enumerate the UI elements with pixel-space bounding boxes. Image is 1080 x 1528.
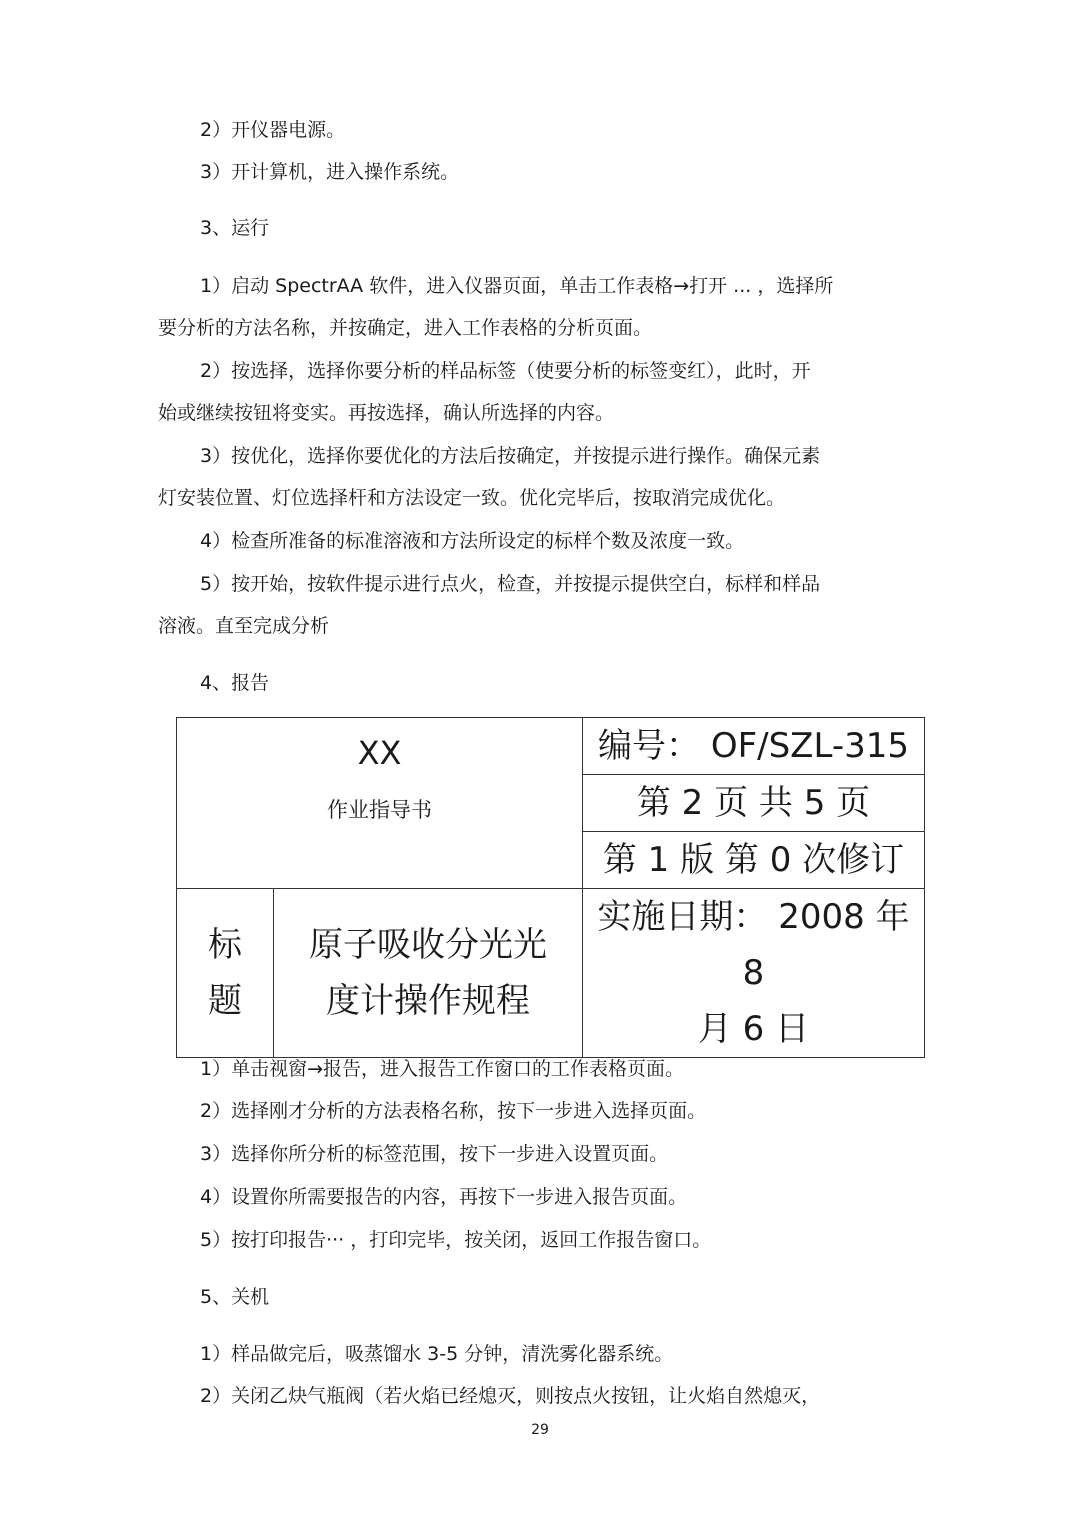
line-3: 1）启动 SpectrAA 软件，进入仪器页面，单击工作表格→打开 ... ，选择所: [200, 275, 834, 297]
line-14: 3）选择你所分析的标签范围，按下一步进入设置页面。: [200, 1143, 669, 1165]
effective-date-2: 月 6 日: [697, 1009, 810, 1049]
revision: 第 1 版 第 0 次修订: [583, 832, 925, 889]
line-5: 2）按选择，选择你要分析的样品标签（使要分析的标签变红），此时，开: [200, 360, 811, 382]
line-6: 始或继续按钮将变实。再按选择，确认所选择的内容。: [158, 402, 615, 424]
line-7: 3）按优化，选择你要优化的方法后按确定，并按提示进行操作。确保元素: [200, 445, 821, 467]
doc-type: 作业指导书: [327, 798, 432, 822]
line-9: 4）检查所准备的标准溶液和方法所设定的标样个数及浓度一致。: [200, 530, 745, 552]
title-label: [177, 889, 274, 1058]
doc-title: [274, 889, 583, 1058]
line-17: 1）样品做完后，吸蒸馏水 3-5 分钟，清洗雾化器系统。: [200, 1343, 674, 1365]
document-header-table: [176, 717, 925, 1058]
line-11: 溶液。直至完成分析: [158, 615, 330, 637]
line-16: 5）按打印报告··· ，打印完毕，按关闭，返回工作报告窗口。: [200, 1229, 712, 1251]
doc-title-2: 度计操作规程: [326, 981, 530, 1021]
page-count: 第 2 页 共 5 页: [583, 775, 925, 832]
line-12: 1）单击视窗→报告，进入报告工作窗口的工作表格页面。: [200, 1058, 685, 1080]
doc-code: 编号： OF/SZL-315: [583, 718, 925, 775]
line-13: 2）选择刚才分析的方法表格名称，按下一步进入选择页面。: [200, 1100, 707, 1122]
org-name: XX: [357, 734, 402, 772]
effective-date-1: 实施日期： 2008 年 8: [597, 897, 910, 993]
line-1: 2）开仪器电源。: [200, 119, 346, 141]
section-heading-report: 4、报告: [200, 672, 270, 694]
doc-title-1: 原子吸收分光光: [309, 925, 547, 965]
section-heading-shutdown: 5、关机: [200, 1286, 270, 1308]
line-18: 2）关闭乙炔气瓶阀（若火焰已经熄灭，则按点火按钮，让火焰自然熄灭，: [200, 1385, 821, 1407]
line-15: 4）设置你所需要报告的内容，再按下一步进入报告页面。: [200, 1186, 688, 1208]
title-label-1: 标: [208, 925, 242, 965]
section-heading-run: 3、运行: [200, 217, 270, 239]
org-cell: [177, 718, 583, 889]
title-label-2: 题: [208, 981, 242, 1021]
page-number: 29: [531, 1422, 549, 1438]
line-10: 5）按开始，按软件提示进行点火，检查，并按提示提供空白，标样和样品: [200, 573, 821, 595]
line-8: 灯安装位置、灯位选择杆和方法设定一致。优化完毕后，按取消完成优化。: [158, 487, 786, 509]
effective-date: [583, 889, 925, 1058]
line-4: 要分析的方法名称，并按确定，进入工作表格的分析页面。: [158, 317, 653, 339]
line-2: 3）开计算机，进入操作系统。: [200, 161, 460, 183]
